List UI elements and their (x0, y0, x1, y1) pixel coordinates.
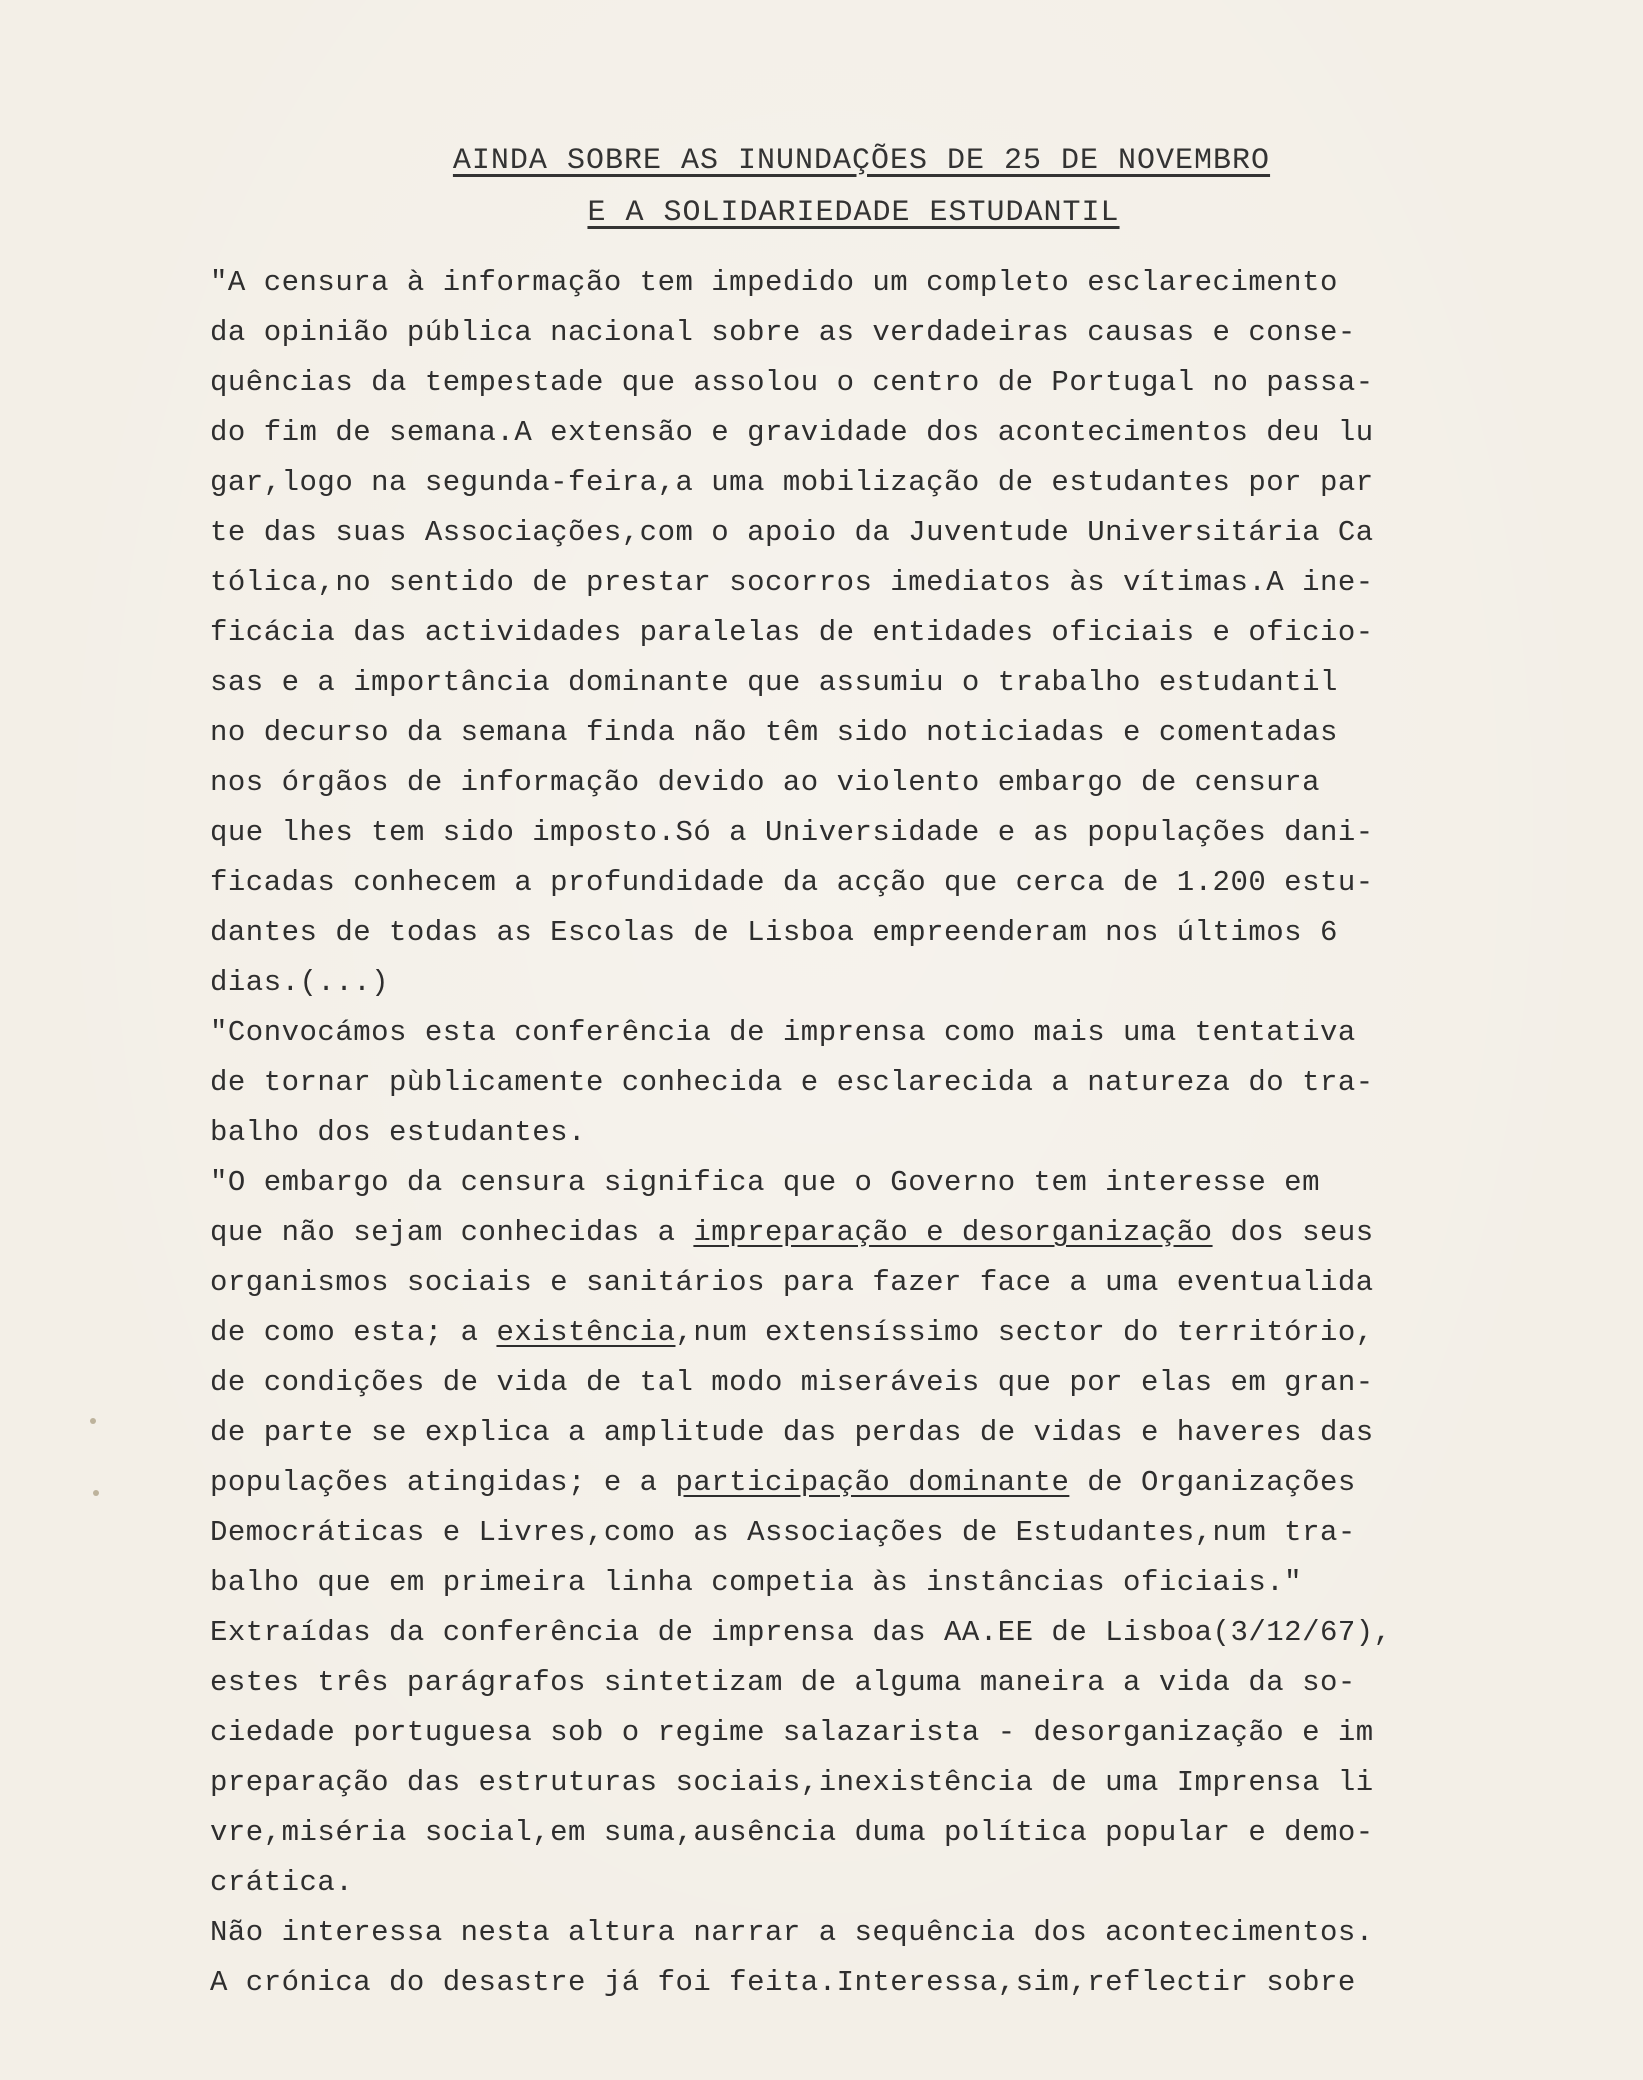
text-line: tólica,no sentido de prestar socorros imediatos às vítimas.A ine- (210, 566, 1374, 599)
text-line: ficácia das actividades paralelas de entidades oficiais e oficio- (210, 616, 1374, 649)
text-line: no decurso da semana finda não têm sido noticiadas e comentadas (210, 716, 1338, 749)
text-line: Democráticas e Livres,como as Associações de Estudantes,num tra- (210, 1516, 1356, 1549)
text-line: ficadas conhecem a profundidade da acção que cerca de 1.200 estu- (210, 866, 1374, 899)
underlined-phrase: participação dominante (675, 1466, 1070, 1499)
text-line: sas e a importância dominante que assumiu o trabalho estudantil (210, 666, 1338, 699)
text-line: dantes de todas as Escolas de Lisboa empreenderam nos últimos 6 (210, 916, 1338, 949)
text-line: preparação das estruturas sociais,inexistência de uma Imprensa li (210, 1766, 1374, 1799)
paper-speck (93, 1490, 99, 1496)
paper-speck (90, 1418, 96, 1424)
text-line: quências da tempestade que assolou o centro de Portugal no passa- (210, 366, 1374, 399)
text-line (210, 1458, 1550, 1508)
document-title-line-1: AINDA SOBRE AS INUNDAÇÕES DE 25 DE NOVEMBRO (452, 144, 1271, 178)
text-line: "O embargo da censura significa que o Governo tem interesse em (210, 1166, 1320, 1199)
text-line: vre,miséria social,em suma,ausência duma política popular e demo- (210, 1816, 1374, 1849)
text-line: A crónica do desastre já foi feita.Interessa,sim,reflectir sobre (210, 1966, 1356, 1999)
text-line: estes três parágrafos sintetizam de alguma maneira a vida da so- (210, 1666, 1356, 1699)
text-segment: populações atingidas; e a (210, 1466, 676, 1499)
underlined-phrase: impreparação e desorganização (693, 1216, 1213, 1249)
text-line: de parte se explica a amplitude das perdas de vidas e haveres das (210, 1416, 1374, 1449)
text-line: te das suas Associações,com o apoio da Juventude Universitária Ca (210, 516, 1374, 549)
text-segment: dos seus (1212, 1216, 1374, 1249)
text-line (210, 1308, 1550, 1358)
text-segment: ,num extensíssimo sector do território, (675, 1316, 1374, 1349)
text-line: "Convocámos esta conferência de imprensa como mais uma tentativa (210, 1016, 1356, 1049)
underlined-phrase: existência (496, 1316, 676, 1349)
text-line: organismos sociais e sanitários para fazer face a uma eventualida (210, 1266, 1374, 1299)
text-line: que lhes tem sido imposto.Só a Universidade e as populações dani- (210, 816, 1374, 849)
text-line: de condições de vida de tal modo miseráveis que por elas em gran- (210, 1366, 1374, 1399)
text-line: Extraídas da conferência de imprensa das AA.EE de Lisboa(3/12/67), (210, 1616, 1392, 1649)
text-line: "A censura à informação tem impedido um completo esclarecimento (210, 266, 1338, 299)
text-line: dias.(...) (210, 966, 390, 999)
text-line: do fim de semana.A extensão e gravidade dos acontecimentos deu lu (210, 416, 1374, 449)
text-line: crática. (210, 1866, 354, 1899)
text-segment: de como esta; a (210, 1316, 497, 1349)
text-line: nos órgãos de informação devido ao violento embargo de censura (210, 766, 1320, 799)
document-body (210, 258, 1550, 2008)
text-segment: de Organizações (1069, 1466, 1356, 1499)
document-title-line-2: E A SOLIDARIEDADE ESTUDANTIL (587, 196, 1120, 230)
text-line: de tornar pùblicamente conhecida e esclarecida a natureza do tra- (210, 1066, 1374, 1099)
text-line: Não interessa nesta altura narrar a sequência dos acontecimentos. (210, 1916, 1374, 1949)
text-line: balho dos estudantes. (210, 1116, 586, 1149)
text-line: ciedade portuguesa sob o regime salazarista - desorganização e im (210, 1716, 1374, 1749)
text-line: balho que em primeira linha competia às instâncias oficiais." (210, 1566, 1303, 1599)
text-line: gar,logo na segunda-feira,a uma mobilização de estudantes por par (210, 466, 1374, 499)
text-line: da opinião pública nacional sobre as verdadeiras causas e conse- (210, 316, 1356, 349)
text-line (210, 1208, 1550, 1258)
text-segment: que não sejam conhecidas a (210, 1216, 694, 1249)
